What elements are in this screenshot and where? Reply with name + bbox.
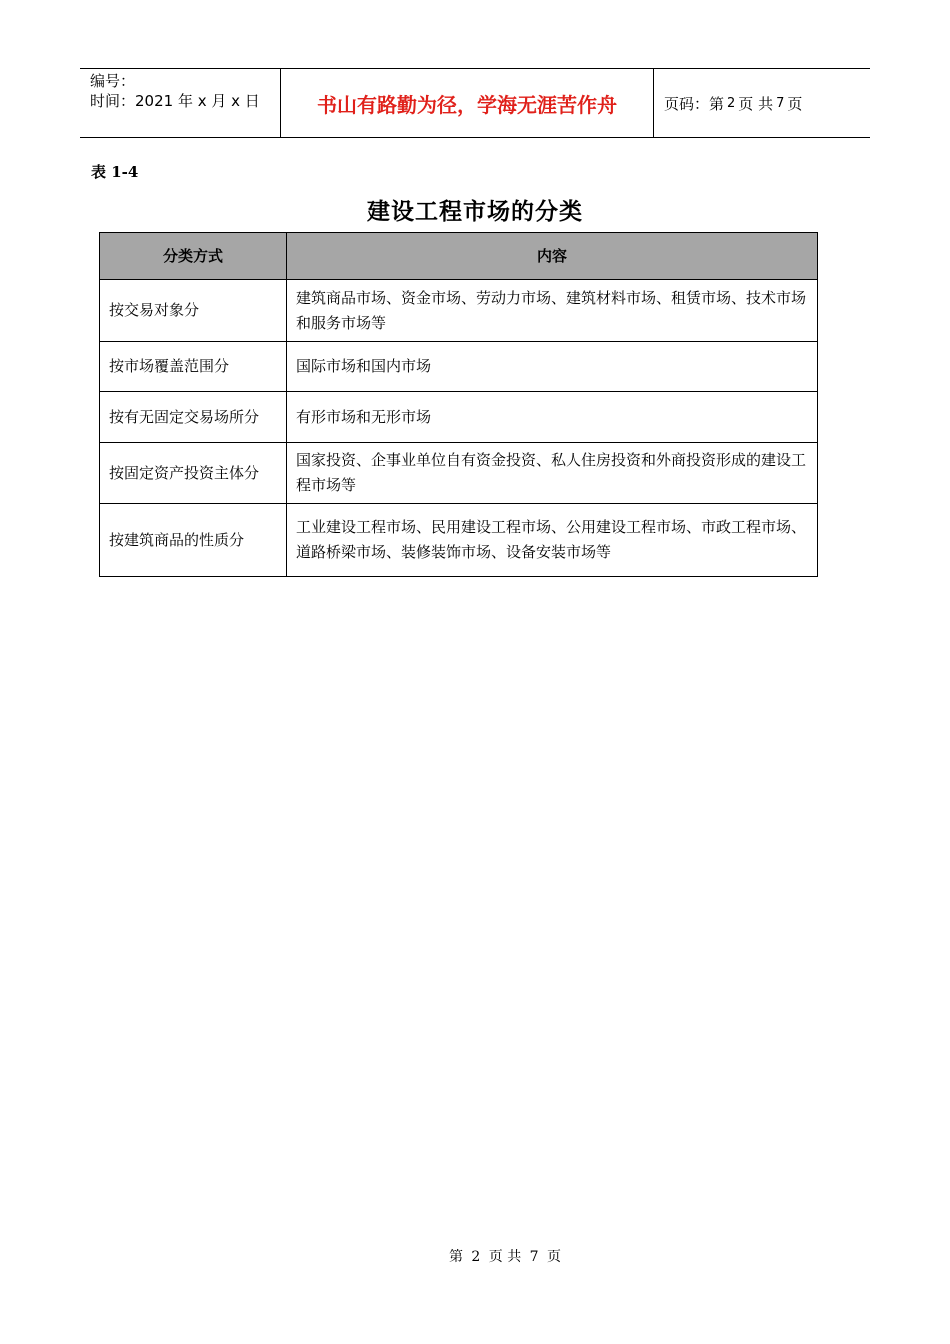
header-method: 分类方式 bbox=[100, 233, 287, 280]
doc-date-label: 时间：2021 年 x 月 x 日 bbox=[90, 92, 260, 110]
page-footer bbox=[0, 1246, 950, 1266]
table-header-row bbox=[100, 233, 818, 280]
footer-mid: 页 共 bbox=[488, 1249, 522, 1265]
header-motto: 书山有路勤为径，学海无涯苦作舟 bbox=[281, 69, 654, 137]
doc-number-label: 编号： bbox=[90, 72, 136, 90]
footer-suffix: 页 bbox=[547, 1249, 562, 1265]
row-method: 按固定资产投资主体分 bbox=[100, 443, 287, 504]
header-meta bbox=[80, 69, 281, 137]
table-row bbox=[100, 280, 818, 342]
row-method: 按交易对象分 bbox=[100, 280, 287, 342]
row-content: 国际市场和国内市场 bbox=[287, 342, 818, 392]
page-prefix: 页码：第 bbox=[664, 94, 725, 113]
table-caption: 表 1-4 bbox=[91, 163, 139, 181]
page-mid: 页 共 bbox=[738, 94, 774, 113]
row-content: 国家投资、企事业单位自有资金投资、私人住房投资和外商投资形成的建设工程市场等 bbox=[287, 443, 818, 504]
page-current: 2 bbox=[727, 95, 736, 111]
row-content: 有形市场和无形市场 bbox=[287, 392, 818, 443]
row-method: 按建筑商品的性质分 bbox=[100, 504, 287, 577]
footer-total: 7 bbox=[529, 1249, 539, 1265]
row-method: 按市场覆盖范围分 bbox=[100, 342, 287, 392]
header-page-info bbox=[654, 69, 870, 137]
table-row bbox=[100, 443, 818, 504]
page-suffix: 页 bbox=[787, 94, 803, 113]
row-content: 建筑商品市场、资金市场、劳动力市场、建筑材料市场、租赁市场、技术市场和服务市场等 bbox=[287, 280, 818, 342]
page-title: 建设工程市场的分类 bbox=[367, 199, 583, 225]
row-method: 按有无固定交易场所分 bbox=[100, 392, 287, 443]
page-header bbox=[80, 68, 870, 138]
footer-prefix: 第 bbox=[448, 1249, 463, 1265]
header-content: 内容 bbox=[287, 233, 818, 280]
table-row bbox=[100, 504, 818, 577]
classification-table bbox=[99, 232, 818, 577]
table-row bbox=[100, 342, 818, 392]
table-row bbox=[100, 392, 818, 443]
row-content: 工业建设工程市场、民用建设工程市场、公用建设工程市场、市政工程市场、道路桥梁市场、装修装饰市场、设备安装市场等 bbox=[287, 504, 818, 577]
page-total: 7 bbox=[776, 95, 785, 111]
footer-current: 2 bbox=[471, 1249, 481, 1265]
